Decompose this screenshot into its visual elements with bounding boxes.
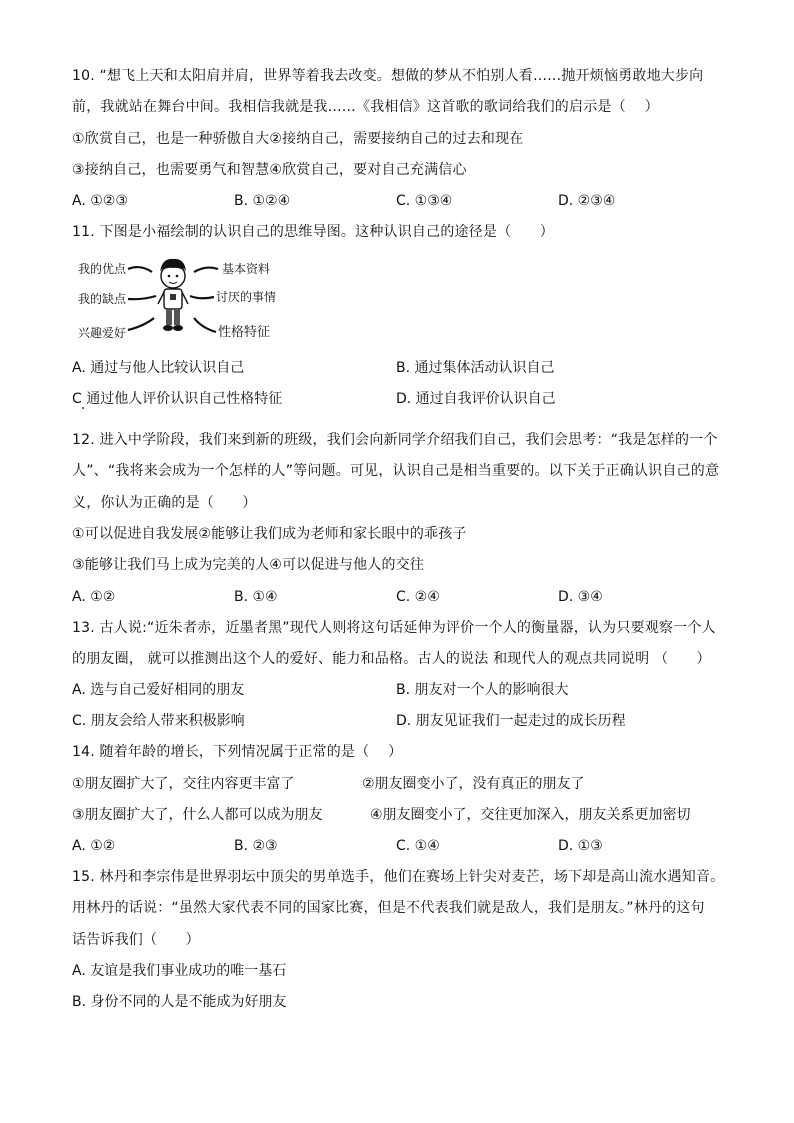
mind-map-label-hobbies: 兴趣爱好 (78, 326, 127, 340)
connector-weaknesses (128, 296, 156, 299)
q13-option-d: D. 朋友见证我们一起走过的成长历程 (396, 713, 626, 729)
q10-stem-line2: 前，我就站在舞台中间。我相信我就是我……《我相信》这首歌的歌词给我们的启示是（ ） (72, 99, 659, 115)
q14-option-c: C. ①④ (396, 838, 440, 854)
q14-statement-3: ③朋友圈扩大了，什么人都可以成为朋友 (72, 807, 323, 823)
q15-stem-line3: 话告诉我们（ ） (72, 932, 200, 948)
connector-basic-info (194, 268, 218, 272)
q12-option-c: C. ②④ (396, 589, 440, 605)
q10-stem-line1: 10. “想飞上天和太阳肩并肩，世界等着我去改变。想做的梦从不怕别人看……抛开烦恼勇敢地大步向 (72, 68, 704, 84)
q10-statement-line1: ①欣赏自己，也是一种骄傲自大②接纳自己，需要接纳自己的过去和现在 (72, 131, 524, 147)
q12-stem-line2: 人”、“我将来会成为一个怎样的人”等问题。可见，认识自己是相当重要的。以下关于正确认识自己的意 (72, 463, 720, 479)
q10-statement-line2: ③接纳自己，也需要勇气和智慧④欣赏自己，要对自己充满信心 (72, 162, 467, 178)
q13-option-b: B. 朋友对一个人的影响很大 (396, 682, 569, 698)
q14-statement-1: ①朋友圈扩大了，交往内容更丰富了 (72, 776, 295, 792)
q11-option-b: B. 通过集体活动认识自己 (396, 360, 555, 376)
q11-stem: 11. 下图是小福绘制的认识自己的思维导图。这种认识自己的途径是（ ） (72, 224, 554, 240)
mind-map-figure (72, 256, 292, 346)
q15-option-b: B. 身份不同的人是不能成为好朋友 (72, 994, 287, 1010)
connector-dislikes (190, 296, 214, 298)
q12-option-d: D. ③④ (558, 589, 603, 605)
q10-option-b: B. ①②④ (234, 193, 291, 209)
q15-stem-line2: 用林丹的话说：“虽然大家代表不同的国家比赛，但是不代表我们就是敌人，我们是朋友。”林丹的这句 (72, 900, 705, 916)
q10-option-d: D. ②③④ (558, 193, 616, 209)
mind-map-label-strengths: 我的优点 (78, 262, 127, 276)
stray-dot (82, 407, 84, 409)
q12-stem-line1: 12. 进入中学阶段，我们来到新的班级，我们会向新同学介绍我们自己，我们会思考：“我是怎样的一个 (72, 432, 718, 448)
mind-map-drawing (72, 256, 292, 346)
q14-option-d: D. ①③ (558, 838, 603, 854)
q15-stem-line1: 15. 林丹和李宗伟是世界羽坛中顶尖的男单选手，他们在赛场上针尖对麦芒，场下却是高山流水遇知音。 (72, 869, 725, 885)
connector-hobbies (128, 318, 154, 330)
q14-stem: 14. 随着年龄的增长，下列情况属于正常的是（ ） (72, 744, 403, 760)
q12-option-b: B. ①④ (234, 589, 278, 605)
mind-map-label-weaknesses: 我的缺点 (78, 292, 127, 306)
q12-statement-line2: ③能够让我们马上成为完美的人④可以促进与他人的交往 (72, 557, 425, 573)
q13-option-a: A. 选与自己爱好相同的朋友 (72, 682, 245, 698)
q14-statement-2: ②朋友圈变小了，没有真正的朋友了 (362, 776, 585, 792)
mind-map-label-basic-info: 基本资料 (222, 262, 271, 276)
q11-option-a: A. 通过与他人比较认识自己 (72, 360, 245, 376)
connector-personality (194, 318, 216, 332)
mind-map-label-personality: 性格特征 (218, 325, 271, 340)
q14-statement-4: ④朋友圈变小了，交往更加深入，朋友关系更加密切 (370, 807, 691, 823)
q12-stem-line3: 义，你认为正确的是（ ） (72, 495, 257, 511)
q13-stem-line1: 13. 古人说:“近朱者赤，近墨者黑”现代人则将这句话延伸为评价一个人的衡量器，认为只要观察一个人 (72, 620, 716, 636)
boy-figure-icon (158, 259, 188, 331)
q12-statement-line1: ①可以促进自我发展②能够让我们成为老师和家长眼中的乖孩子 (72, 526, 467, 542)
mind-map-label-dislikes: 讨厌的事情 (216, 290, 277, 304)
connector-strengths (128, 267, 152, 272)
q10-option-c: C. ①③④ (396, 193, 453, 209)
q15-option-a: A. 友谊是我们事业成功的唯一基石 (72, 963, 287, 979)
q11-option-c: C 通过他人评价认识自己性格特征 (72, 391, 283, 407)
q14-option-b: B. ②③ (234, 838, 278, 854)
q10-option-a: A. ①②③ (72, 193, 128, 209)
q13-option-c: C. 朋友会给人带来积极影响 (72, 713, 245, 729)
q11-option-d: D. 通过自我评价认识自己 (396, 391, 556, 407)
q13-stem-line2: 的朋友圈， 就可以推测出这个人的爱好、能力和品格。古人的说法 和现代人的观点共同说明 （ ） (72, 651, 711, 667)
q12-option-a: A. ①② (72, 589, 116, 605)
q14-option-a: A. ①② (72, 838, 116, 854)
